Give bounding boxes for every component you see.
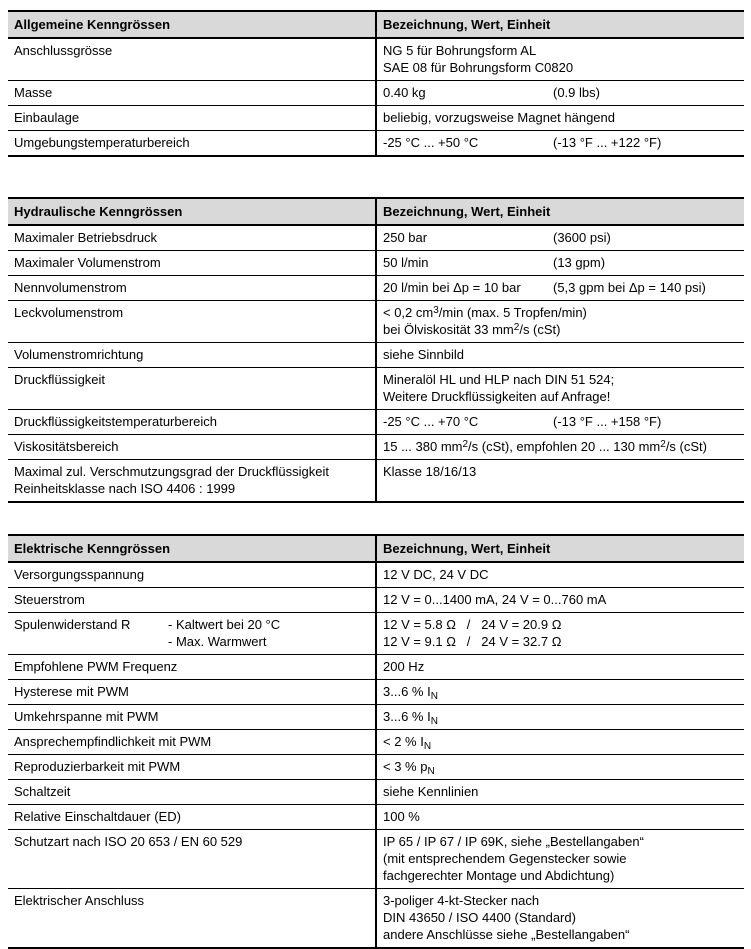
table-body <box>8 39 744 155</box>
row-value-line: 3...6 % $I_N$ <box>383 684 438 702</box>
row-label-line: Empfohlene PWM Frequenz <box>14 659 178 674</box>
row-label-line: Reinheitsklasse nach ISO 4406 : 1999 <box>14 481 236 496</box>
table-row <box>8 342 744 367</box>
table-title: Allgemeine Kenngrössen <box>14 17 171 32</box>
row-value <box>375 39 744 80</box>
row-label-line: Volumenstromrichtung <box>14 347 144 362</box>
row-label <box>8 39 375 80</box>
table-row <box>8 729 744 754</box>
table-row <box>8 563 744 587</box>
row-label-line: Versorgungsspannung <box>14 567 145 582</box>
row-sublabel-line: - Max. Warmwert <box>168 634 267 649</box>
row-label-line: Umgebungstemperaturbereich <box>14 135 190 150</box>
row-label-line: Umkehrspanne mit PWM <box>14 709 159 724</box>
table-header-row <box>8 10 744 39</box>
row-value <box>375 251 744 275</box>
table-hydraulische-kenngroessen <box>8 197 744 503</box>
row-value <box>375 755 744 779</box>
table-elektrische-kenngroessen <box>8 534 744 949</box>
row-value <box>375 226 744 250</box>
row-label-line: Leckvolumenstrom <box>14 305 124 320</box>
row-label-line: Einbaulage <box>14 110 80 125</box>
row-label <box>8 301 375 342</box>
table-row <box>8 888 744 947</box>
superscript: 2 <box>660 439 666 450</box>
row-value <box>375 301 744 342</box>
row-label-line: Druckflüssigkeit <box>14 372 106 387</box>
row-value-line: < 3 % $p_N$ <box>383 759 435 777</box>
table-row <box>8 804 744 829</box>
imperial-value: (-13 °F ... +158 °F) <box>553 414 662 429</box>
row-value <box>375 655 744 679</box>
row-value <box>375 705 744 729</box>
table-row <box>8 459 744 501</box>
metric-value: 50 l/min <box>383 255 429 270</box>
row-value <box>375 435 744 459</box>
row-label-line: Hysterese mit PWM <box>14 684 129 699</box>
row-value <box>375 889 744 947</box>
superscript: 2 <box>513 322 520 333</box>
table-row <box>8 275 744 300</box>
row-label <box>8 106 375 130</box>
table-row <box>8 587 744 612</box>
row-label-line: Anschlussgrösse <box>14 43 113 58</box>
row-sublabel-line: - Kaltwert bei 20 °C <box>168 617 281 632</box>
row-label <box>8 680 375 704</box>
table-row <box>8 250 744 275</box>
table-row <box>8 39 744 80</box>
row-value-line <box>383 134 738 151</box>
row-value-line: Mineralöl HL und HLP nach DIN 51 524; <box>383 372 615 387</box>
row-label <box>8 655 375 679</box>
table-row <box>8 434 744 459</box>
row-label <box>8 251 375 275</box>
row-value <box>375 343 744 367</box>
row-value <box>375 460 744 501</box>
row-value-line: IP 65 / IP 67 / IP 69K, siehe „Bestellangaben“ <box>383 834 644 849</box>
imperial-value: (3600 psi) <box>553 230 611 245</box>
row-label-line: Elektrischer Anschluss <box>14 893 145 908</box>
table-row <box>8 654 744 679</box>
row-value-line: siehe Sinnbild <box>383 347 464 362</box>
subscript: N <box>430 691 438 702</box>
row-label-line: Viskositätsbereich <box>14 439 119 454</box>
table-row <box>8 367 744 409</box>
row-value <box>375 563 744 587</box>
value-column-header: Bezeichnung, Wert, Einheit <box>375 199 744 224</box>
row-label <box>8 563 375 587</box>
row-label <box>8 81 375 105</box>
subscript: N <box>427 766 435 777</box>
value-column-header: Bezeichnung, Wert, Einheit <box>375 12 744 37</box>
row-value-line: 3...6 % $I_N$ <box>383 709 438 727</box>
row-label <box>8 805 375 829</box>
row-label <box>8 410 375 434</box>
row-value-line <box>383 84 738 101</box>
table-row <box>8 679 744 704</box>
row-label <box>8 368 375 409</box>
row-label-line: Spulenwiderstand R <box>14 617 131 632</box>
row-value-line: 3-poliger 4-kt-Stecker nach <box>383 893 540 908</box>
row-label-line: Maximaler Betriebsdruck <box>14 230 158 245</box>
row-value-line: 15 ... 380 $mm^2/s$ (cSt), empfohlen 20 ... 130 $mm^2/s$ (cSt) <box>383 439 707 454</box>
row-value <box>375 780 744 804</box>
row-label <box>8 276 375 300</box>
value-column-header: Bezeichnung, Wert, Einheit <box>375 536 744 561</box>
table-row <box>8 409 744 434</box>
table-row <box>8 779 744 804</box>
row-label <box>8 226 375 250</box>
table-row <box>8 754 744 779</box>
row-label <box>8 131 375 155</box>
table-header-row <box>8 534 744 563</box>
row-label-line: Schaltzeit <box>14 784 71 799</box>
row-value <box>375 131 744 155</box>
row-value <box>375 368 744 409</box>
row-value-line: DIN 43650 / ISO 4400 (Standard) <box>383 910 576 925</box>
row-value-line: fachgerechter Montage und Abdichtung) <box>383 868 615 883</box>
row-value-line: (mit entsprechendem Gegenstecker sowie <box>383 851 627 866</box>
row-label-line: Ansprechempfindlichkeit mit PWM <box>14 734 212 749</box>
table-body <box>8 226 744 501</box>
row-value <box>375 680 744 704</box>
metric-value: -25 °C ... +70 °C <box>383 414 479 429</box>
metric-value: 250 bar <box>383 230 428 245</box>
row-value <box>375 830 744 888</box>
table-title: Hydraulische Kenngrössen <box>14 204 183 219</box>
row-label <box>8 889 375 947</box>
table-body <box>8 563 744 947</box>
table-row <box>8 226 744 250</box>
table-row <box>8 704 744 729</box>
row-value-line: siehe Kennlinien <box>383 784 479 799</box>
row-value-line: 12 V DC, 24 V DC <box>383 567 489 582</box>
superscript: 2 <box>462 439 469 450</box>
table-title: Elektrische Kenngrössen <box>14 541 171 556</box>
row-label <box>8 830 375 888</box>
row-label-line: Steuerstrom <box>14 592 85 607</box>
row-value <box>375 276 744 300</box>
table-row <box>8 105 744 130</box>
row-value-line: 200 Hz <box>383 659 425 674</box>
row-label-line: Reproduzierbarkeit mit PWM <box>14 759 181 774</box>
table-header-row <box>8 197 744 226</box>
row-value-line: Weitere Druckflüssigkeiten auf Anfrage! <box>383 389 611 404</box>
row-sublabels <box>168 616 280 650</box>
imperial-value: (13 gpm) <box>553 255 606 270</box>
row-value-line: 12 V = 5.8 Ω / 24 V = 20.9 Ω <box>383 617 562 632</box>
metric-value: -25 °C ... +50 °C <box>383 135 479 150</box>
row-label-line: Schutzart nach ISO 20 653 / EN 60 529 <box>14 834 243 849</box>
row-value-line: beliebig, vorzugsweise Magnet hängend <box>383 110 615 125</box>
imperial-value: (0.9 lbs) <box>553 85 600 100</box>
row-value <box>375 613 744 654</box>
metric-value: 0.40 kg <box>383 85 426 100</box>
row-label-line: Nennvolumenstrom <box>14 280 127 295</box>
row-label <box>8 613 375 654</box>
row-label <box>8 705 375 729</box>
row-value <box>375 805 744 829</box>
row-label-line: Relative Einschaltdauer (ED) <box>14 809 181 824</box>
row-label-line: Maximaler Volumenstrom <box>14 255 161 270</box>
row-value-line <box>383 229 738 246</box>
row-value-line: 12 V = 9.1 Ω / 24 V = 32.7 Ω <box>383 634 562 649</box>
row-value-line <box>383 254 738 271</box>
table-row <box>8 612 744 654</box>
table-row <box>8 80 744 105</box>
table-allgemeine-kenngroessen <box>8 10 744 157</box>
row-value-line: 100 % <box>383 809 420 824</box>
table-row <box>8 130 744 155</box>
row-value <box>375 81 744 105</box>
subscript: N <box>430 716 438 727</box>
table-row <box>8 300 744 342</box>
metric-value: 20 l/min bei Δp = 10 bar <box>383 280 521 295</box>
row-label <box>8 730 375 754</box>
row-value <box>375 410 744 434</box>
row-value-line <box>383 413 738 430</box>
imperial-value: (-13 °F ... +122 °F) <box>553 135 662 150</box>
row-value <box>375 106 744 130</box>
row-label-line: Maximal zul. Verschmutzungsgrad der Druckflüssigkeit <box>14 464 330 479</box>
row-value-line: < 0,2 $cm^3/\min$ (max. 5 Tropfen/min) <box>383 305 587 320</box>
row-label <box>8 343 375 367</box>
row-value-line: Klasse 18/16/13 <box>383 464 477 479</box>
imperial-value: (5,3 gpm bei Δp = 140 psi) <box>553 280 706 295</box>
row-label <box>8 435 375 459</box>
row-label <box>8 460 375 501</box>
row-value-line: NG 5 für Bohrungsform AL <box>383 43 537 58</box>
row-label-line: Druckflüssigkeitstemperaturbereich <box>14 414 218 429</box>
row-label-line: Masse <box>14 85 53 100</box>
row-value-line: bei Ölviskosität 33 $mm^2/s$ (cSt) <box>383 322 561 337</box>
row-value <box>375 730 744 754</box>
row-value <box>375 588 744 612</box>
row-label <box>8 755 375 779</box>
row-value-line: < 2 % $I_N$ <box>383 734 432 752</box>
row-value-line: SAE 08 für Bohrungsform C0820 <box>383 60 574 75</box>
row-value-line: andere Anschlüsse siehe „Bestellangaben“ <box>383 927 630 942</box>
table-row <box>8 829 744 888</box>
row-value-line <box>383 279 738 296</box>
subscript: N <box>423 741 432 752</box>
row-value-line: 12 V = 0...1400 mA, 24 V = 0...760 mA <box>383 592 607 607</box>
row-label <box>8 780 375 804</box>
superscript: 3 <box>433 305 439 316</box>
row-label <box>8 588 375 612</box>
